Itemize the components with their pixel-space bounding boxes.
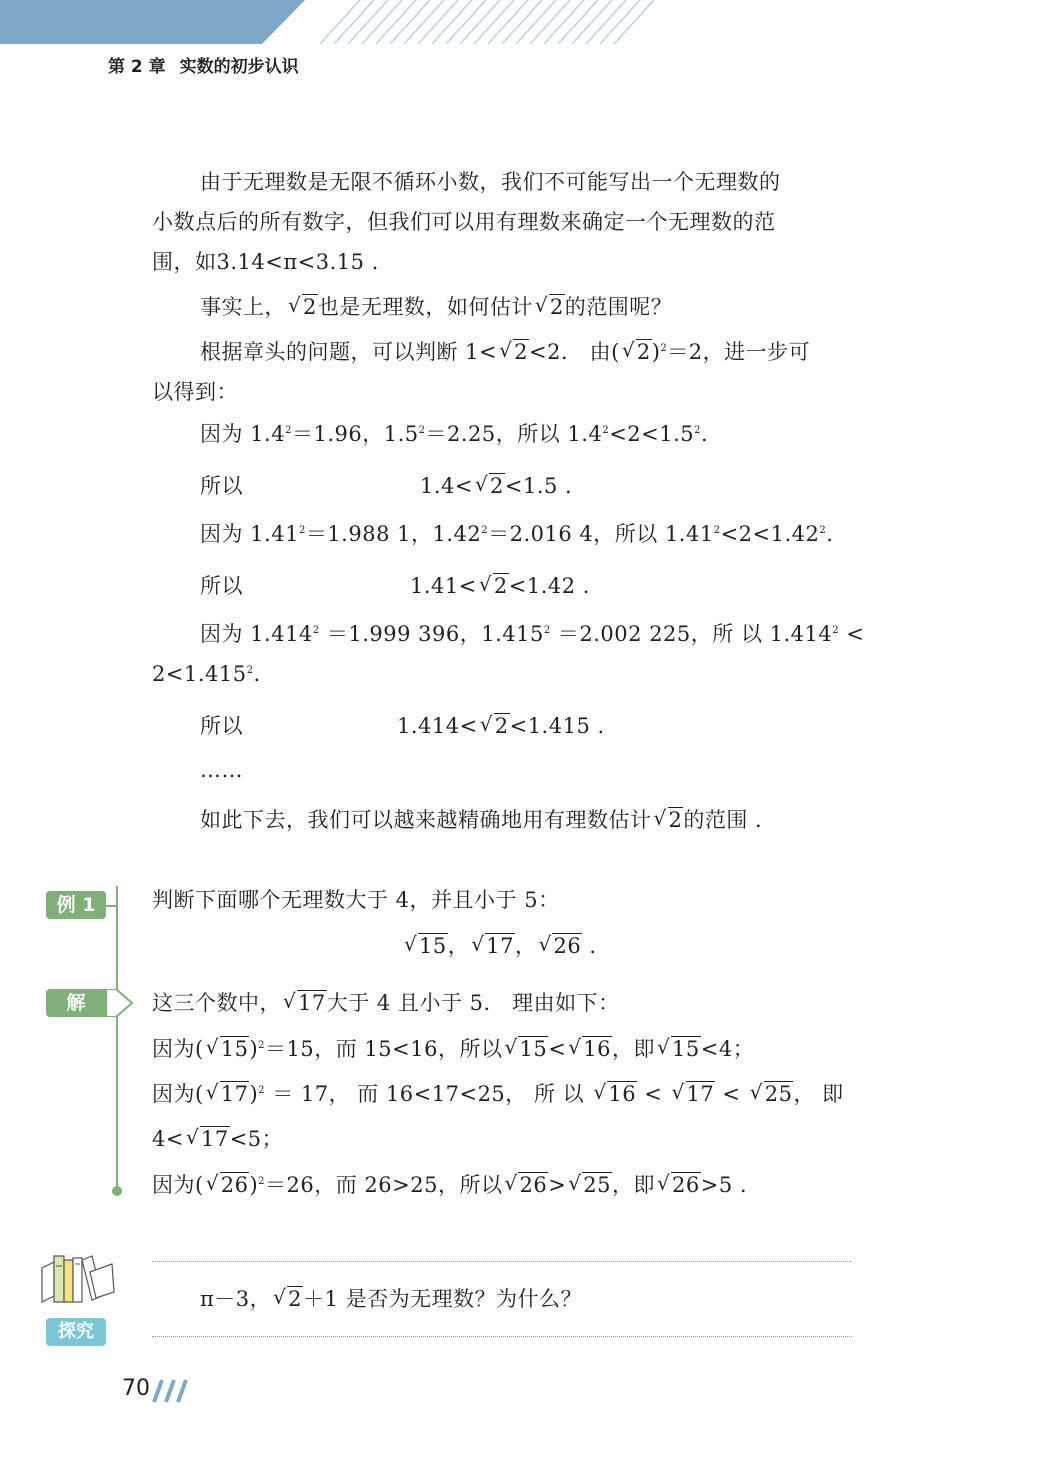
sqrt-17: √ 17 — [186, 1125, 230, 1153]
paragraph-line: 如此下去，我们可以越来越精确地用有理数估计√ 2的范围 . — [200, 806, 762, 834]
sqrt-26: √ 26 — [504, 1171, 548, 1199]
sqrt-2: √ 2 — [273, 1285, 303, 1313]
sqrt-15: √ 15 — [504, 1035, 548, 1063]
computation-line: 因为 $1.41^2=1.988$ 1，$1.42^2=2.016$ 4，所以 $1.41^2<2<1.42^2$. — [200, 522, 834, 546]
page-number: 70 — [122, 1376, 150, 1401]
explore-question: π－3，√ 2＋1 是否为无理数？为什么？ — [200, 1285, 582, 1313]
conclusion-label: 所以 — [200, 574, 243, 598]
divider-top — [152, 1261, 852, 1262]
sqrt-26: √ 26 — [206, 1171, 250, 1199]
sqrt-2: √ 2 — [654, 806, 684, 834]
sqrt-25: √ 25 — [750, 1080, 794, 1108]
solution-line: 这三个数中，√ 17大于 4 且小于 5． 理由如下： — [152, 989, 620, 1017]
inequality-line: 1.4<√ 2<1.5 . — [420, 472, 572, 500]
sqrt-25: √ 25 — [568, 1171, 612, 1199]
sqrt-2: √ 2 — [479, 572, 509, 600]
paragraph-line: 围，如3.14<π<3.15 . — [152, 250, 379, 274]
paragraph-line: 根据章头的问题，可以判断 1<√ 2<2． 由(√ 2)$^2$＝2，进一步可 — [200, 338, 810, 366]
computation-line: $2<1.415^2$. — [152, 662, 261, 686]
sqrt-26: √ 26 — [538, 932, 582, 960]
paragraph-line: 以得到： — [152, 380, 238, 404]
paragraph-line: 由于无理数是无限不循环小数，我们不可能写出一个无理数的 — [200, 170, 781, 194]
sqrt-16: √ 16 — [568, 1035, 612, 1063]
chapter-header — [108, 52, 313, 77]
ellipsis: …… — [200, 758, 243, 782]
sqrt-2: √ 2 — [622, 338, 652, 366]
books-icon — [40, 1252, 116, 1308]
conclusion-label: 所以 — [200, 714, 243, 738]
inequality-line: 1.414<√ 2<1.415 . — [397, 712, 605, 740]
solution-line: 因为(√ 26)$^2$＝26，而 26>25，所以√ 26>√ 25，即√ 26>5 . — [152, 1171, 747, 1199]
paragraph-line: 事实上，√ 2也是无理数，如何估计√ 2的范围呢？ — [200, 293, 672, 321]
example-question: 判断下面哪个无理数大于 4，并且小于 5： — [152, 888, 560, 912]
sqrt-15: √ 15 — [657, 1035, 701, 1063]
sqrt-2: √ 2 — [535, 293, 565, 321]
sqrt-16: √ 16 — [593, 1080, 637, 1108]
example-rule-end-dot — [112, 1186, 122, 1196]
paragraph-line: 小数点后的所有数字，但我们可以用有理数来确定一个无理数的范 — [152, 210, 776, 234]
example-rule-tick — [106, 905, 118, 907]
solution-tag-arrow — [106, 989, 134, 1017]
example-rule — [116, 886, 118, 1190]
sqrt-17: √ 17 — [471, 932, 515, 960]
sqrt-2: √ 2 — [288, 293, 318, 321]
chapter-number: 第 2 章 — [108, 57, 166, 77]
solution-tag: 解 — [46, 989, 106, 1017]
sqrt-2: √ 2 — [480, 712, 510, 740]
computation-line: 因为 $1.414^2 =1.999$ 396，$1.415^2 =2.002$ 225，所 以 $1.414^2$ < — [200, 622, 865, 646]
example-tag: 例 1 — [46, 891, 106, 919]
page-number-slashes — [150, 1378, 190, 1404]
chapter-title: 实数的初步认识 — [179, 57, 299, 77]
sqrt-2: √ 2 — [475, 472, 505, 500]
solution-line: 因为(√ 17)$^2$ ＝ 17， 而 16<17<25， 所 以 √ 16 < √ 17 < √ 25， 即 — [152, 1080, 844, 1108]
sqrt-15: √ 15 — [206, 1035, 250, 1063]
header-banner — [0, 0, 1049, 44]
explore-tag: 探究 — [46, 1318, 106, 1346]
sqrt-17: √ 17 — [283, 989, 327, 1017]
solution-line: 4<√ 17<5； — [152, 1125, 283, 1153]
sqrt-17: √ 17 — [672, 1080, 716, 1108]
example-candidates: √ 15，√ 17，√ 26 . — [402, 932, 597, 960]
sqrt-26: √ 26 — [657, 1171, 701, 1199]
inequality-line: 1.41<√ 2<1.42 . — [410, 572, 590, 600]
computation-line: 因为 $1.4^2=1.96$，$1.5^2=2.25$，所以 $1.4^2<2<1.5^2$. — [200, 422, 709, 446]
conclusion-label: 所以 — [200, 474, 243, 498]
divider-bottom — [152, 1336, 852, 1337]
solution-line: 因为(√ 15)$^2$＝15，而 15<16，所以√ 15<√ 16，即√ 15<4； — [152, 1035, 754, 1063]
sqrt-15: √ 15 — [404, 932, 448, 960]
sqrt-17: √ 17 — [206, 1080, 250, 1108]
sqrt-2: √ 2 — [499, 338, 529, 366]
